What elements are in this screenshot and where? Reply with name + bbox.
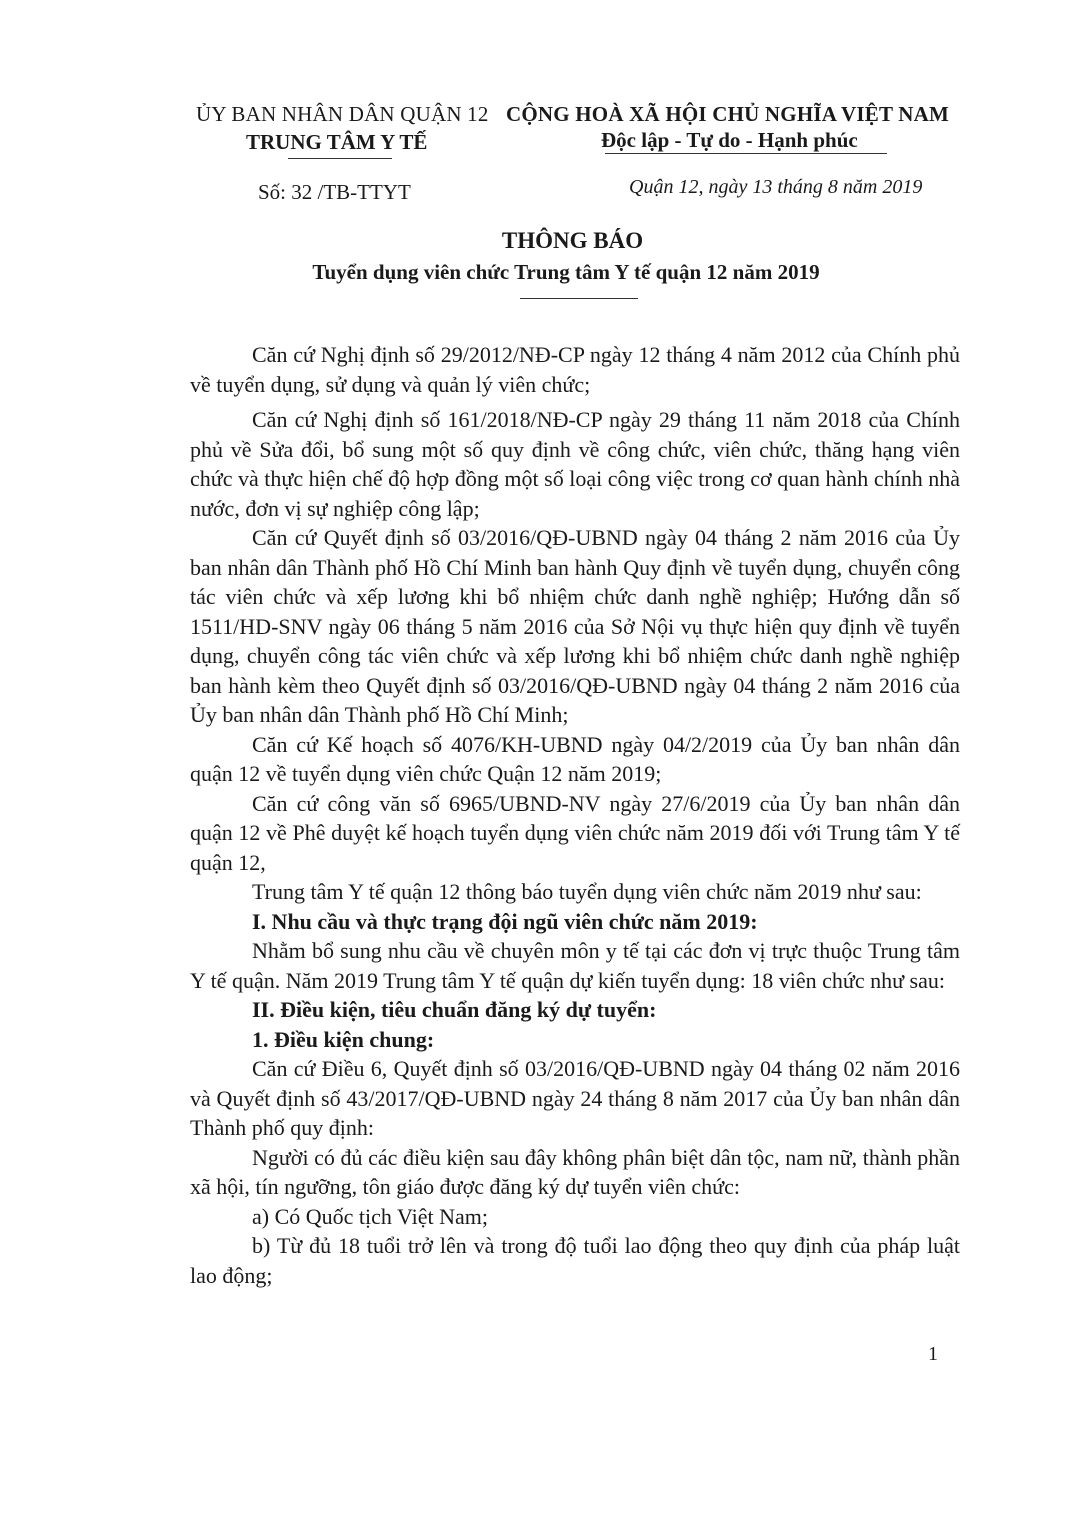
national-motto: Độc lập - Tự do - Hạnh phúc [601, 128, 858, 152]
issuer-underline [288, 158, 392, 159]
paragraph: Nhằm bổ sung nhu cầu về chuyên môn y tế tại các đơn vị trực thuộc Trung tâm Y tế quận. Năm 2019 Trung tâm Y tế quận dự kiến tuyển dụng: 18 viên chức như sau: [190, 938, 960, 993]
paragraph: Trung tâm Y tế quận 12 thông báo tuyển dụng viên chức năm 2019 như sau: [252, 879, 922, 904]
list-item: a) Có Quốc tịch Việt Nam; [252, 1203, 488, 1229]
subsection-heading: 1. Điều kiện chung: [252, 1026, 435, 1052]
paragraph: Người có đủ các điều kiện sau đây không phân biệt dân tộc, nam nữ, thành phần xã hội, tín ngưỡng, tôn giáo được đăng ký dự tuyển viên chức: [190, 1144, 960, 1199]
title-underline [520, 298, 638, 299]
section-heading: II. Điều kiện, tiêu chuẩn đăng ký dự tuyển: [252, 997, 657, 1022]
paragraph: Căn cứ Quyết định số 03/2016/QĐ-UBND ngày 04 tháng 2 năm 2016 của Ủy ban nhân dân Thành phố Hồ Chí Minh ban hành Quy định về tuyển dụng, chuyển công tác viên chức và xếp lương khi bổ nhiệm chức danh nghề nghiệp; Hướng dẫn số 1511/HD-SNV ngày 06 tháng 5 năm 2016 của Sở Nội vụ thực hiện quy định về tuyển dụng, chuyển công tác viên chức và xếp lương khi bổ nhiệm chức danh nghề nghiệp ban hành kèm theo Quyết định số 03/2016/QĐ-UBND ngày 04 tháng 2 năm 2016 của Ủy ban nhân dân Thành phố Hồ Chí Minh; [190, 525, 960, 727]
paragraph: Căn cứ Điều 6, Quyết định số 03/2016/QĐ-UBND ngày 04 tháng 02 năm 2016 và Quyết định số 43/2017/QĐ-UBND ngày 24 tháng 8 năm 2017 của Ủy ban nhân dân Thành phố quy định: [190, 1056, 960, 1140]
issuer-name: ỦY BAN NHÂN DÂN QUẬN 12 [196, 102, 489, 126]
paragraph: Căn cứ Nghị định số 29/2012/NĐ-CP ngày 12 tháng 4 năm 2012 của Chính phủ về tuyển dụng, sử dụng và quản lý viên chức; [190, 342, 960, 397]
issuer-unit: TRUNG TÂM Y TẾ [246, 130, 428, 154]
page-number: 1 [928, 1343, 938, 1365]
document-number: Số: 32 /TB-TTYT [258, 180, 411, 204]
section-heading: I. Nhu cầu và thực trạng đội ngũ viên chức năm 2019: [252, 908, 758, 934]
paragraph: Căn cứ Nghị định số 161/2018/NĐ-CP ngày 29 tháng 11 năm 2018 của Chính phủ về Sửa đổi, bổ sung một số quy định về công chức, viên chức, thăng hạng viên chức và thực hiện chế độ hợp đồng một số loại công việc trong cơ quan hành chính nhà nước, đơn vị sự nghiệp công lập; [190, 407, 960, 521]
national-title: CỘNG HOÀ XÃ HỘI CHỦ NGHĨA VIỆT NAM [506, 102, 949, 126]
document-date: Quận 12, ngày 13 tháng 8 năm 2019 [629, 176, 923, 198]
motto-underline [605, 153, 887, 154]
document-subtitle: Tuyển dụng viên chức Trung tâm Y tế quận 12 năm 2019 [312, 260, 820, 284]
paragraph: Căn cứ Kế hoạch số 4076/KH-UBND ngày 04/2/2019 của Ủy ban nhân dân quận 12 về tuyển dụng viên chức Quận 12 năm 2019; [190, 731, 960, 786]
list-item: b) Từ đủ 18 tuổi trở lên và trong độ tuổi lao động theo quy định của pháp luật lao động; [190, 1233, 960, 1288]
paragraph: Căn cứ công văn số 6965/UBND-NV ngày 27/6/2019 của Ủy ban nhân dân quận 12 về Phê duyệt kế hoạch tuyển dụng viên chức năm 2019 đối với Trung tâm Y tế quận 12, [190, 790, 960, 875]
document-body [190, 340, 960, 1290]
document-title: THÔNG BÁO [501, 228, 644, 253]
